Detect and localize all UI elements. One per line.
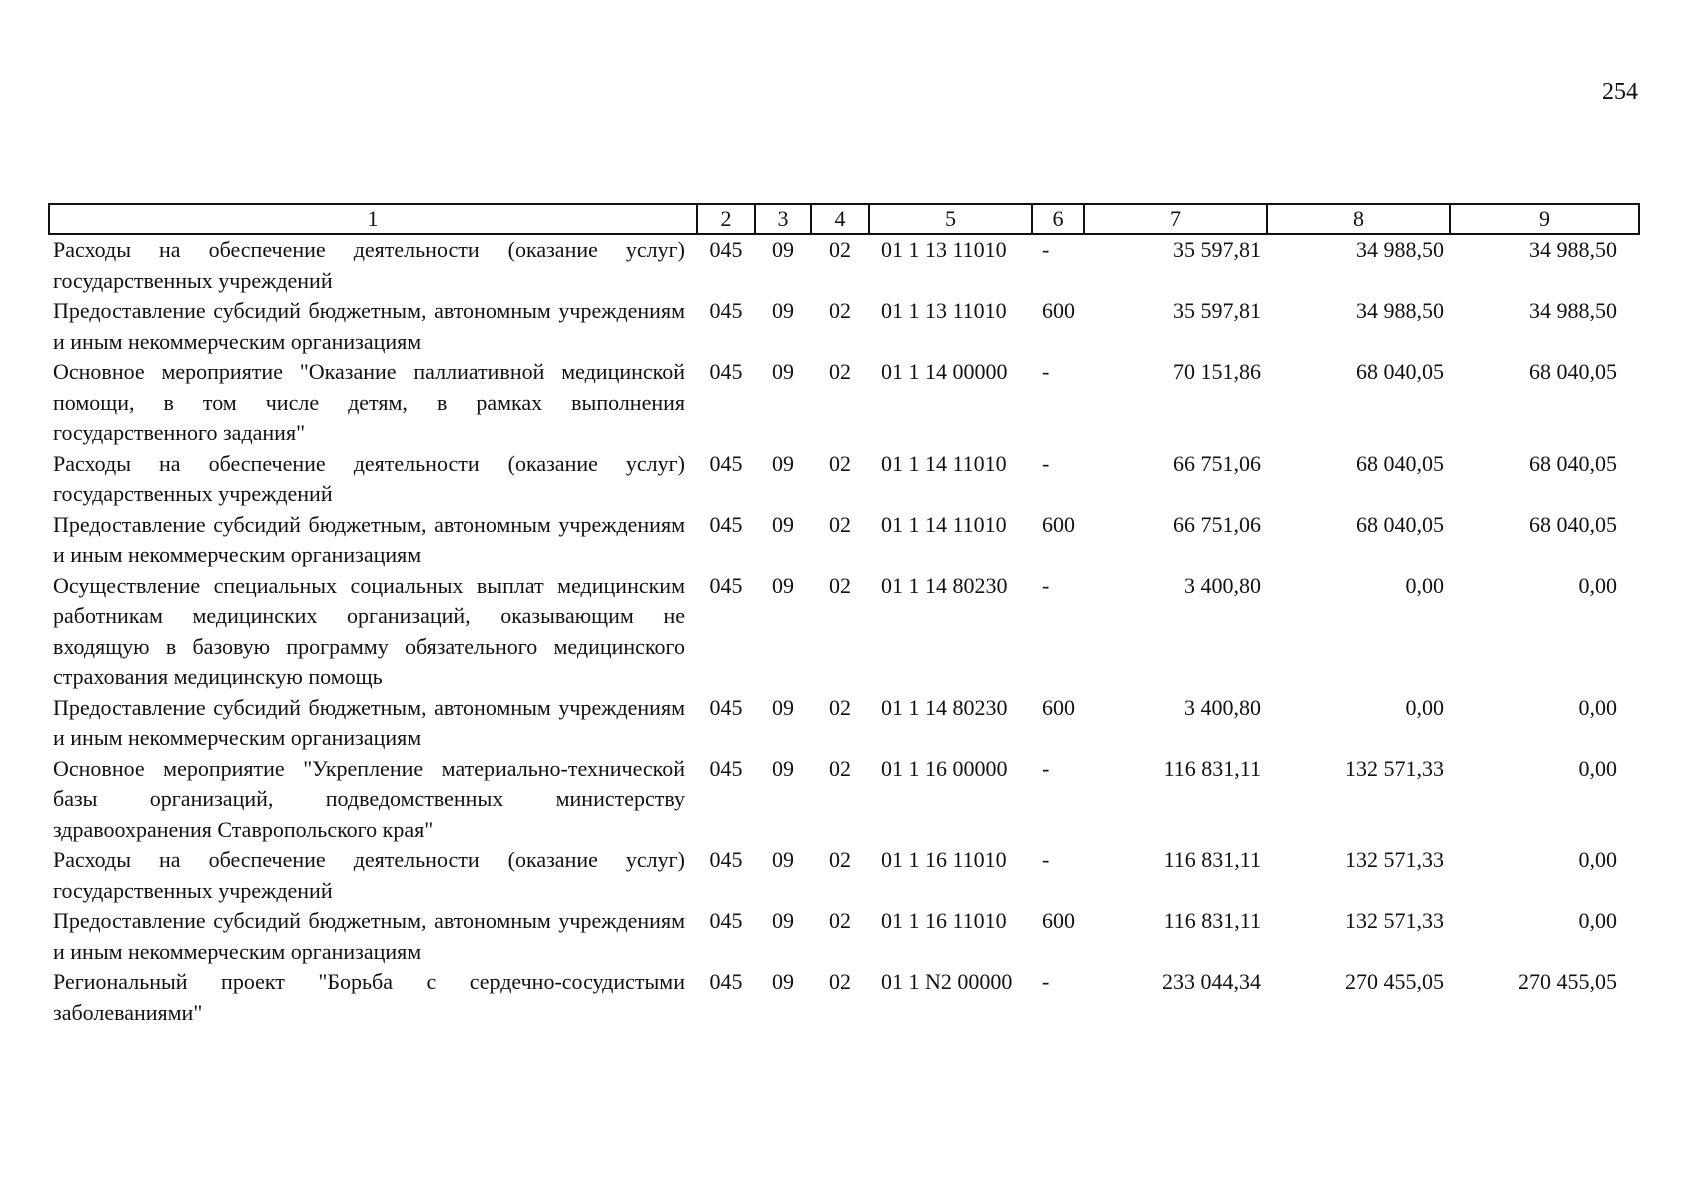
row-amount-col7: 233 044,34 xyxy=(1162,969,1261,994)
row-target-article-code: 01 1 14 11010 xyxy=(881,511,1007,537)
row-subsection-code: 02 xyxy=(829,847,851,872)
row-amount-col9: 0,00 xyxy=(1578,755,1617,781)
column-header-7: 7 xyxy=(1084,204,1267,234)
row-description: Основное мероприятие "Оказание паллиативной медицинской помощи, в том числе детям, в рамках выполнения государственного задания" xyxy=(53,359,685,445)
row-description: Основное мероприятие "Укрепление материально-технической базы организаций, подведомственных министерству здравоохранения Ставропольского края" xyxy=(53,755,685,842)
row-target-article-code: 01 1 14 80230 xyxy=(881,694,1008,720)
row-description: Предоставление субсидий бюджетным, автономным учреждениям и иным некоммерческим организациям xyxy=(53,298,685,354)
row-target-article-code: 01 1 14 00000 xyxy=(881,359,1008,384)
row-grbs-code: 045 xyxy=(709,511,743,537)
row-section-code: 09 xyxy=(772,847,794,872)
row-section-code: 09 xyxy=(772,359,794,384)
table-row xyxy=(49,510,1639,571)
row-amount-col9: 0,00 xyxy=(1578,908,1617,933)
row-expense-type-code: - xyxy=(1042,572,1050,598)
row-amount-col8: 68 040,05 xyxy=(1356,450,1444,476)
row-grbs-code: 045 xyxy=(709,908,743,933)
row-subsection-code: 02 xyxy=(829,969,851,994)
row-target-article-code: 01 1 14 80230 xyxy=(881,572,1008,598)
column-header-4: 4 xyxy=(811,204,869,234)
row-amount-col9: 270 455,05 xyxy=(1518,969,1617,994)
row-amount-col9: 68 040,05 xyxy=(1529,359,1617,384)
row-subsection-code: 02 xyxy=(829,298,851,323)
row-target-article-code: 01 1 16 11010 xyxy=(881,847,1007,872)
table-row xyxy=(49,845,1639,906)
row-amount-col8: 132 571,33 xyxy=(1345,755,1444,781)
row-subsection-code: 02 xyxy=(829,908,851,933)
row-section-code: 09 xyxy=(772,694,794,720)
row-amount-col7: 116 831,11 xyxy=(1163,755,1261,781)
row-target-article-code: 01 1 14 11010 xyxy=(881,450,1007,476)
row-amount-col9: 68 040,05 xyxy=(1529,511,1617,537)
row-amount-col9: 0,00 xyxy=(1578,847,1617,872)
row-amount-col9: 0,00 xyxy=(1578,572,1617,598)
row-target-article-code: 01 1 13 11010 xyxy=(881,298,1007,323)
row-grbs-code: 045 xyxy=(709,298,743,323)
row-description: Предоставление субсидий бюджетным, автономным учреждениям и иным некоммерческим организациям xyxy=(53,511,685,567)
row-amount-col8: 68 040,05 xyxy=(1356,511,1444,537)
column-header-5: 5 xyxy=(869,204,1032,234)
row-subsection-code: 02 xyxy=(829,694,851,720)
row-amount-col8: 68 040,05 xyxy=(1356,359,1444,384)
row-subsection-code: 02 xyxy=(829,450,851,476)
row-expense-type-code: 600 xyxy=(1042,694,1075,720)
row-grbs-code: 045 xyxy=(709,755,743,781)
row-amount-col7: 3 400,80 xyxy=(1184,572,1261,598)
row-section-code: 09 xyxy=(772,511,794,537)
row-grbs-code: 045 xyxy=(709,572,743,598)
row-grbs-code: 045 xyxy=(709,237,743,262)
row-amount-col7: 116 831,11 xyxy=(1163,908,1261,933)
row-amount-col8: 132 571,33 xyxy=(1345,908,1444,933)
table-body xyxy=(49,234,1639,1028)
row-amount-col8: 0,00 xyxy=(1405,572,1444,598)
row-description: Осуществление специальных социальных выплат медицинским работникам медицинских организаций, оказывающим не входящую в базовую программу обязательного медицинского страхования медицинскую помощь xyxy=(53,572,685,689)
row-expense-type-code: - xyxy=(1042,847,1050,872)
row-amount-col7: 70 151,86 xyxy=(1173,359,1261,384)
row-target-article-code: 01 1 13 11010 xyxy=(881,237,1007,262)
table-row xyxy=(49,906,1639,967)
row-expense-type-code: 600 xyxy=(1042,511,1075,537)
budget-table xyxy=(48,203,1640,1028)
table-row xyxy=(49,754,1639,846)
row-subsection-code: 02 xyxy=(829,755,851,781)
table-row xyxy=(49,234,1639,296)
row-amount-col9: 0,00 xyxy=(1578,694,1617,720)
row-target-article-code: 01 1 16 11010 xyxy=(881,908,1007,933)
row-expense-type-code: - xyxy=(1042,450,1050,476)
row-expense-type-code: - xyxy=(1042,359,1050,384)
row-target-article-code: 01 1 16 00000 xyxy=(881,755,1008,781)
table-row xyxy=(49,693,1639,754)
column-header-9: 9 xyxy=(1450,204,1639,234)
row-section-code: 09 xyxy=(772,450,794,476)
row-subsection-code: 02 xyxy=(829,237,851,262)
row-section-code: 09 xyxy=(772,755,794,781)
column-header-1: 1 xyxy=(49,204,697,234)
row-subsection-code: 02 xyxy=(829,359,851,384)
row-section-code: 09 xyxy=(772,572,794,598)
column-header-8: 8 xyxy=(1267,204,1450,234)
row-description: Расходы на обеспечение деятельности (оказание услуг) государственных учреждений xyxy=(53,847,685,903)
row-amount-col7: 3 400,80 xyxy=(1184,694,1261,720)
row-amount-col9: 34 988,50 xyxy=(1529,298,1617,323)
row-description: Расходы на обеспечение деятельности (оказание услуг) государственных учреждений xyxy=(53,237,685,293)
row-amount-col8: 34 988,50 xyxy=(1356,298,1444,323)
row-expense-type-code: 600 xyxy=(1042,908,1075,933)
row-amount-col8: 132 571,33 xyxy=(1345,847,1444,872)
row-expense-type-code: - xyxy=(1042,969,1050,994)
column-header-3: 3 xyxy=(755,204,811,234)
row-amount-col7: 35 597,81 xyxy=(1173,237,1261,262)
row-subsection-code: 02 xyxy=(829,511,851,537)
row-amount-col7: 35 597,81 xyxy=(1173,298,1261,323)
row-amount-col8: 34 988,50 xyxy=(1356,237,1444,262)
row-amount-col9: 34 988,50 xyxy=(1529,237,1617,262)
column-header-6: 6 xyxy=(1032,204,1084,234)
row-amount-col7: 116 831,11 xyxy=(1163,847,1261,872)
row-grbs-code: 045 xyxy=(709,969,743,994)
row-target-article-code: 01 1 N2 00000 xyxy=(881,969,1013,994)
row-section-code: 09 xyxy=(772,908,794,933)
row-grbs-code: 045 xyxy=(709,450,743,476)
table-row xyxy=(49,449,1639,510)
row-amount-col9: 68 040,05 xyxy=(1529,450,1617,476)
row-grbs-code: 045 xyxy=(709,847,743,872)
table-row xyxy=(49,357,1639,449)
table-row xyxy=(49,571,1639,693)
row-section-code: 09 xyxy=(772,298,794,323)
row-amount-col7: 66 751,06 xyxy=(1173,511,1261,537)
column-header-2: 2 xyxy=(697,204,755,234)
row-section-code: 09 xyxy=(772,237,794,262)
page-number: 254 xyxy=(1602,79,1638,105)
row-amount-col8: 0,00 xyxy=(1405,694,1444,720)
row-section-code: 09 xyxy=(772,969,794,994)
row-description: Предоставление субсидий бюджетным, автономным учреждениям и иным некоммерческим организациям xyxy=(53,908,685,964)
row-subsection-code: 02 xyxy=(829,572,851,598)
table-row xyxy=(49,967,1639,1028)
row-description: Региональный проект "Борьба с сердечно-сосудистыми заболеваниями" xyxy=(53,969,685,1025)
row-amount-col8: 270 455,05 xyxy=(1345,969,1444,994)
row-grbs-code: 045 xyxy=(709,694,743,720)
row-expense-type-code: 600 xyxy=(1042,298,1075,323)
table-row xyxy=(49,296,1639,357)
row-amount-col7: 66 751,06 xyxy=(1173,450,1261,476)
header-row xyxy=(49,204,1639,234)
row-expense-type-code: - xyxy=(1042,237,1050,262)
row-grbs-code: 045 xyxy=(709,359,743,384)
row-expense-type-code: - xyxy=(1042,755,1050,781)
row-description: Предоставление субсидий бюджетным, автономным учреждениям и иным некоммерческим организациям xyxy=(53,694,685,750)
row-description: Расходы на обеспечение деятельности (оказание услуг) государственных учреждений xyxy=(53,450,685,506)
